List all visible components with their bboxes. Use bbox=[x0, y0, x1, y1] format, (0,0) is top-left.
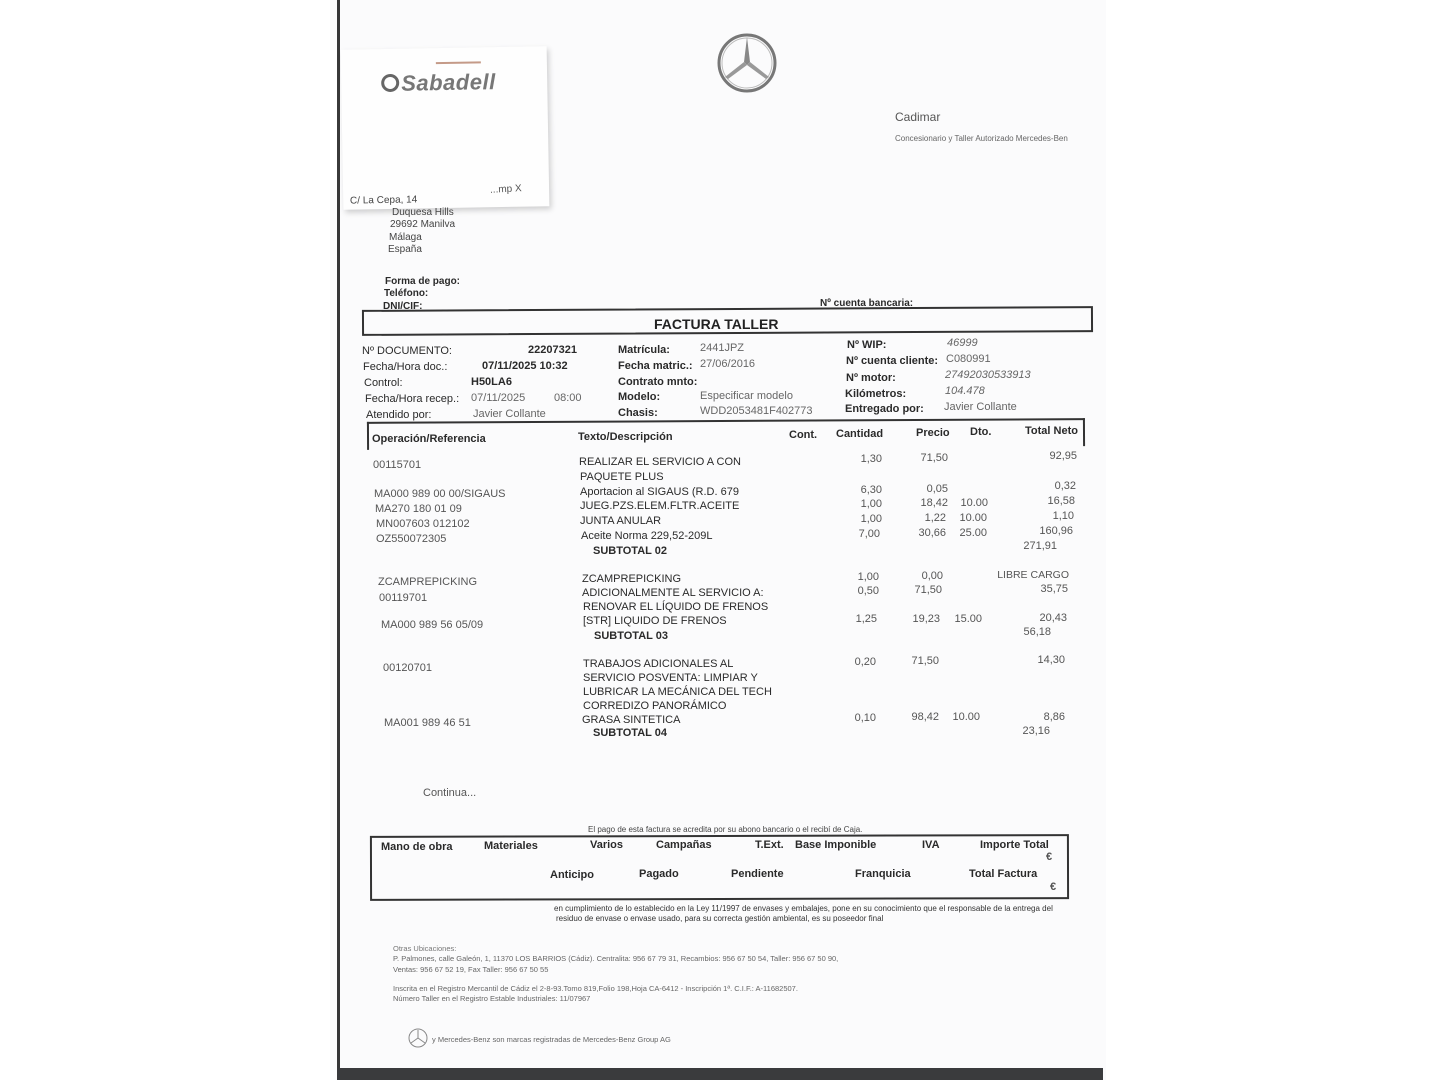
line-cantidad: 1,00 bbox=[860, 513, 882, 525]
continua-text: Continua... bbox=[423, 787, 477, 799]
line-ref: 00120701 bbox=[383, 662, 432, 674]
line-desc: JUEG.PZS.ELEM.FLTR.ACEITE bbox=[580, 500, 740, 512]
line-total: 1,10 bbox=[1052, 510, 1074, 522]
sticker-mark bbox=[436, 61, 481, 64]
total-materiales-label: Materiales bbox=[484, 840, 538, 852]
subtotal-label: SUBTOTAL 03 bbox=[594, 630, 668, 642]
line-total: 92,95 bbox=[1049, 450, 1077, 462]
mercedes-star-small-icon bbox=[408, 1028, 428, 1048]
subtotal-value: 23,16 bbox=[1022, 725, 1050, 737]
modelo-label: Modelo: bbox=[618, 391, 661, 403]
line-ref: ZCAMPREPICKING bbox=[378, 576, 478, 588]
entregado-value: Javier Collante bbox=[944, 401, 1017, 413]
cuenta-bancaria-label: Nº cuenta bancaria: bbox=[820, 298, 914, 309]
kilometros-label: Kilómetros: bbox=[845, 388, 907, 400]
line-precio: 30,66 bbox=[918, 527, 946, 539]
line-ref: MA001 989 46 51 bbox=[384, 717, 471, 729]
line-ref: MA000 989 56 05/09 bbox=[381, 619, 484, 631]
total-franquicia-label: Franquicia bbox=[855, 868, 911, 880]
line-precio: 71,50 bbox=[920, 452, 948, 464]
address-line-1: C/ La Cepa, 14 bbox=[349, 194, 418, 207]
total-iva-label: IVA bbox=[922, 839, 940, 851]
line-desc: GRASA SINTETICA bbox=[582, 714, 681, 726]
scan-edge bbox=[337, 1068, 1103, 1080]
line-cantidad: 0,20 bbox=[854, 656, 876, 668]
total-importe-label: Importe Total bbox=[980, 839, 1049, 851]
line-total: 20,43 bbox=[1039, 612, 1067, 624]
address-line-5: España bbox=[388, 244, 422, 255]
line-precio: 19,23 bbox=[912, 613, 940, 625]
subtotal-label: SUBTOTAL 04 bbox=[593, 727, 667, 739]
wip-label: Nº WIP: bbox=[847, 339, 887, 351]
line-total: 14,30 bbox=[1037, 654, 1065, 666]
line-cantidad: 1,30 bbox=[860, 453, 882, 465]
legal-note-line1: en cumplimiento de lo establecido en la Ley 11/1997 de envases y embalajes, pone en su conocimiento que el responsable de la entrega del bbox=[554, 904, 1053, 913]
line-ref: MA000 989 00 00/SIGAUS bbox=[374, 488, 506, 500]
doc-number-label: Nº DOCUMENTO: bbox=[362, 345, 452, 357]
line-desc: [STR] LIQUIDO DE FRENOS bbox=[583, 615, 727, 627]
currency-symbol: € bbox=[1050, 881, 1057, 893]
total-pendiente-label: Pendiente bbox=[731, 868, 784, 880]
line-desc: Aportacion al SIGAUS (R.D. 679 bbox=[580, 486, 739, 498]
cuenta-cliente-value: C080991 bbox=[946, 353, 991, 365]
atendido-value: Javier Collante bbox=[473, 408, 546, 420]
matricula-label: Matrícula: bbox=[618, 344, 670, 356]
line-desc: RENOVAR EL LÍQUIDO DE FRENOS bbox=[583, 601, 769, 613]
line-desc: CORREDIZO PANORÁMICO bbox=[583, 700, 727, 712]
entregado-label: Entregado por: bbox=[845, 403, 924, 415]
motor-value: 27492030533913 bbox=[945, 369, 1031, 381]
fecha-matric-label: Fecha matric.: bbox=[618, 360, 693, 372]
payment-note: El pago de esta factura se acredita por su abono bancario o el recibí de Caja. bbox=[588, 825, 863, 834]
total-factura-label: Total Factura bbox=[969, 868, 1038, 880]
line-desc: ZCAMPREPICKING bbox=[582, 573, 682, 585]
line-precio: 18,42 bbox=[920, 497, 948, 509]
otras-ubicaciones-label: Otras Ubicaciones: bbox=[393, 944, 457, 953]
line-total: 160,96 bbox=[1039, 525, 1073, 537]
line-desc: REALIZAR EL SERVICIO A CON bbox=[579, 456, 741, 468]
line-cantidad: 1,25 bbox=[855, 613, 877, 625]
registro-line2: Número Taller en el Registro Estable Industriales: 11/07967 bbox=[393, 994, 591, 1003]
dni-label: DNI/CIF: bbox=[383, 301, 423, 312]
sabadell-logo bbox=[381, 69, 496, 97]
kilometros-value: 104.478 bbox=[945, 385, 985, 397]
line-total: 35,75 bbox=[1040, 583, 1068, 595]
atendido-label: Atendido por: bbox=[366, 409, 432, 421]
chasis-value: WDD2053481F402773 bbox=[700, 405, 813, 417]
line-ref: 00119701 bbox=[379, 592, 428, 604]
fecha-matric-value: 27/06/2016 bbox=[700, 358, 756, 370]
sabadell-brand-text: Sabadell bbox=[400, 69, 496, 96]
total-text-label: T.Ext. bbox=[755, 839, 784, 851]
line-cantidad: 6,30 bbox=[860, 484, 882, 496]
line-ref: OZ550072305 bbox=[376, 533, 447, 545]
line-dto: 25.00 bbox=[959, 527, 987, 539]
line-dto: 10.00 bbox=[952, 711, 980, 723]
line-cantidad: 0,10 bbox=[854, 712, 876, 724]
trademark-note: y Mercedes-Benz son marcas registradas de Mercedes-Benz Group AG bbox=[432, 1035, 671, 1044]
invoice-title: FACTURA TALLER bbox=[654, 316, 779, 332]
dealer-name: Cadimar bbox=[895, 110, 941, 124]
line-precio: 1,22 bbox=[924, 512, 946, 524]
legal-note-line2: residuo de envase o envase usado, para su correcta gestión ambiental, es su poseedor final bbox=[556, 914, 884, 923]
line-total: 0,32 bbox=[1054, 480, 1076, 492]
line-cantidad: 0,50 bbox=[857, 585, 879, 597]
recep-time-value: 08:00 bbox=[554, 392, 582, 404]
total-campanas-label: Campañas bbox=[656, 839, 712, 851]
col-cantidad: Cantidad bbox=[836, 428, 884, 440]
line-precio: 71,50 bbox=[914, 584, 942, 596]
line-desc: LUBRICAR LA MECÁNICA DEL TECH bbox=[583, 686, 772, 698]
otras-ubicaciones-line2: Ventas: 956 67 52 19, Fax Taller: 956 67 50 55 bbox=[393, 965, 549, 974]
control-value: H50LA6 bbox=[471, 376, 512, 388]
line-total: LIBRE CARGO bbox=[997, 569, 1069, 581]
line-ref: MN007603 012102 bbox=[376, 518, 470, 530]
contrato-label: Contrato mnto: bbox=[618, 376, 698, 388]
line-ref: MA270 180 01 09 bbox=[375, 503, 462, 515]
otras-ubicaciones-line1: P. Palmones, calle Galeón, 1, 11370 LOS BARRIOS (Cádiz). Centralita: 956 67 79 31, Recambios: 956 67 50 54, Taller: 956 67 50 90, bbox=[393, 954, 839, 963]
line-total: 16,58 bbox=[1047, 495, 1075, 507]
line-dto: 10.00 bbox=[960, 497, 988, 509]
line-desc: PAQUETE PLUS bbox=[580, 471, 664, 483]
currency-symbol: € bbox=[1046, 851, 1053, 863]
line-dto: 10.00 bbox=[959, 512, 987, 524]
line-dto: 15.00 bbox=[954, 613, 982, 625]
line-precio: 98,42 bbox=[911, 711, 939, 723]
dealer-subtitle: Concesionario y Taller Autorizado Mercedes-Ben bbox=[895, 134, 1068, 143]
line-cantidad: 7,00 bbox=[858, 528, 880, 540]
address-line-3: 29692 Manilva bbox=[390, 219, 456, 230]
recep-date-value: 07/11/2025 bbox=[471, 392, 526, 404]
matricula-value: 2441JPZ bbox=[700, 342, 745, 354]
line-cantidad: 1,00 bbox=[860, 498, 882, 510]
registro-line1: Inscrita en el Registro Mercantil de Cádiz el 2-8-93.Tomo 819,Folio 198,Hoja CA-6412 - Inscripción 1ª. C.I.F.: A-11682507. bbox=[393, 984, 798, 993]
col-total: Total Neto bbox=[1025, 425, 1078, 437]
col-operacion: Operación/Referencia bbox=[372, 433, 486, 445]
line-desc: TRABAJOS ADICIONALES AL bbox=[583, 658, 734, 670]
col-cont: Cont. bbox=[789, 429, 818, 441]
subtotal-value: 271,91 bbox=[1023, 540, 1057, 552]
col-dto: Dto. bbox=[970, 426, 992, 438]
line-desc: ADICIONALMENTE AL SERVICIO A: bbox=[582, 587, 764, 599]
cuenta-cliente-label: Nº cuenta cliente: bbox=[846, 355, 939, 367]
col-precio: Precio bbox=[916, 427, 950, 439]
line-desc: SERVICIO POSVENTA: LIMPIAR Y bbox=[583, 672, 758, 684]
address-line-0: ...mp X bbox=[489, 183, 522, 196]
motor-label: Nº motor: bbox=[846, 372, 896, 384]
mercedes-star-icon bbox=[716, 32, 778, 94]
address-line-2: Duquesa Hills bbox=[392, 207, 454, 218]
line-cantidad: 1,00 bbox=[857, 571, 879, 583]
col-texto: Texto/Descripción bbox=[578, 431, 673, 443]
doc-date-value: 07/11/2025 10:32 bbox=[482, 360, 568, 372]
telefono-label: Teléfono: bbox=[384, 288, 429, 299]
recep-date-label: Fecha/Hora recep.: bbox=[365, 393, 460, 405]
wip-value: 46999 bbox=[947, 337, 978, 349]
line-precio: 71,50 bbox=[911, 655, 939, 667]
total-pagado-label: Pagado bbox=[639, 868, 679, 880]
subtotal-label: SUBTOTAL 02 bbox=[593, 545, 667, 557]
sabadell-logo-icon bbox=[381, 74, 399, 92]
modelo-value: Especificar modelo bbox=[700, 390, 793, 402]
control-label: Control: bbox=[364, 377, 403, 389]
totals-box bbox=[370, 834, 1069, 901]
line-precio: 0,00 bbox=[921, 570, 943, 582]
total-varios-label: Varios bbox=[590, 839, 624, 851]
doc-date-label: Fecha/Hora doc.: bbox=[363, 361, 448, 373]
line-total: 8,86 bbox=[1043, 711, 1065, 723]
total-base-imponible-label: Base Imponible bbox=[795, 839, 877, 851]
subtotal-value: 56,18 bbox=[1023, 626, 1051, 638]
total-mano-obra-label: Mano de obra bbox=[381, 841, 453, 853]
total-anticipo-label: Anticipo bbox=[550, 869, 594, 881]
doc-number-value: 22207321 bbox=[528, 344, 577, 356]
chasis-label: Chasis: bbox=[618, 407, 658, 419]
line-ref: 00115701 bbox=[373, 459, 422, 471]
line-desc: Aceite Norma 229,52-209L bbox=[581, 530, 713, 542]
line-desc: JUNTA ANULAR bbox=[580, 515, 662, 527]
line-precio: 0,05 bbox=[926, 483, 948, 495]
forma-pago-label: Forma de pago: bbox=[385, 276, 461, 287]
address-line-4: Málaga bbox=[389, 232, 422, 243]
